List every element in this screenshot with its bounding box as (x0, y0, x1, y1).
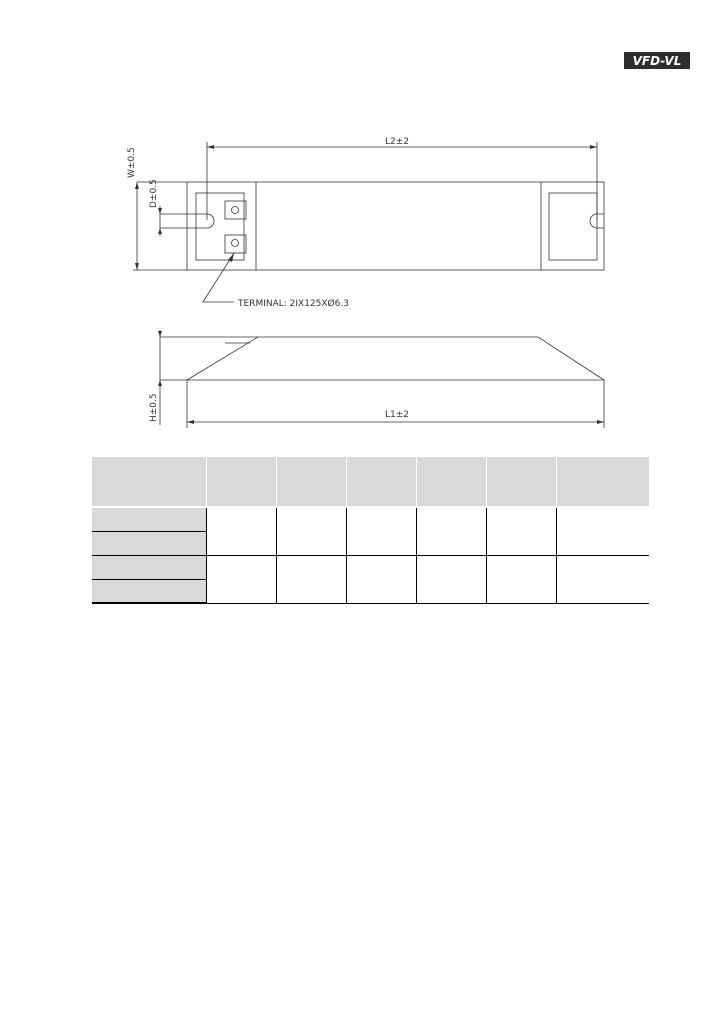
table-header-cell (416, 457, 486, 507)
terminal-note: TERMINAL: 2IX125XØ6.3 (238, 299, 349, 309)
value-cell (206, 507, 276, 555)
resistor-body-side-view (187, 337, 604, 380)
table-row (92, 507, 649, 531)
table-header-cell (92, 457, 206, 507)
value-cell (276, 507, 346, 555)
model-cell (92, 531, 206, 555)
value-cell (486, 507, 556, 555)
table-header-row (92, 457, 649, 507)
value-cell (556, 507, 649, 555)
resistor-dimension-drawing (0, 0, 726, 440)
dimension-label-w: W±0.5 (127, 147, 137, 178)
table-header-cell (556, 457, 649, 507)
dimension-label-l2: L2±2 (384, 137, 410, 147)
value-cell (486, 555, 556, 603)
dimension-table (92, 457, 649, 604)
table-row (92, 555, 649, 579)
model-cell (92, 579, 206, 603)
dimension-label-d: D±0.5 (149, 179, 159, 208)
model-cell (92, 507, 206, 531)
table-header-cell (206, 457, 276, 507)
value-cell (346, 507, 416, 555)
value-cell (556, 555, 649, 603)
value-cell (416, 507, 486, 555)
dimension-label-h: H±0.5 (149, 393, 159, 422)
model-cell (92, 555, 206, 579)
value-cell (346, 555, 416, 603)
table-header-cell (346, 457, 416, 507)
dimension-label-l1: L1±2 (384, 410, 410, 420)
table-header-cell (276, 457, 346, 507)
value-cell (416, 555, 486, 603)
value-cell (206, 555, 276, 603)
logo-text: VFD-VL (632, 54, 682, 68)
table-header-cell (486, 457, 556, 507)
value-cell (276, 555, 346, 603)
resistor-body-top-view (187, 182, 604, 270)
